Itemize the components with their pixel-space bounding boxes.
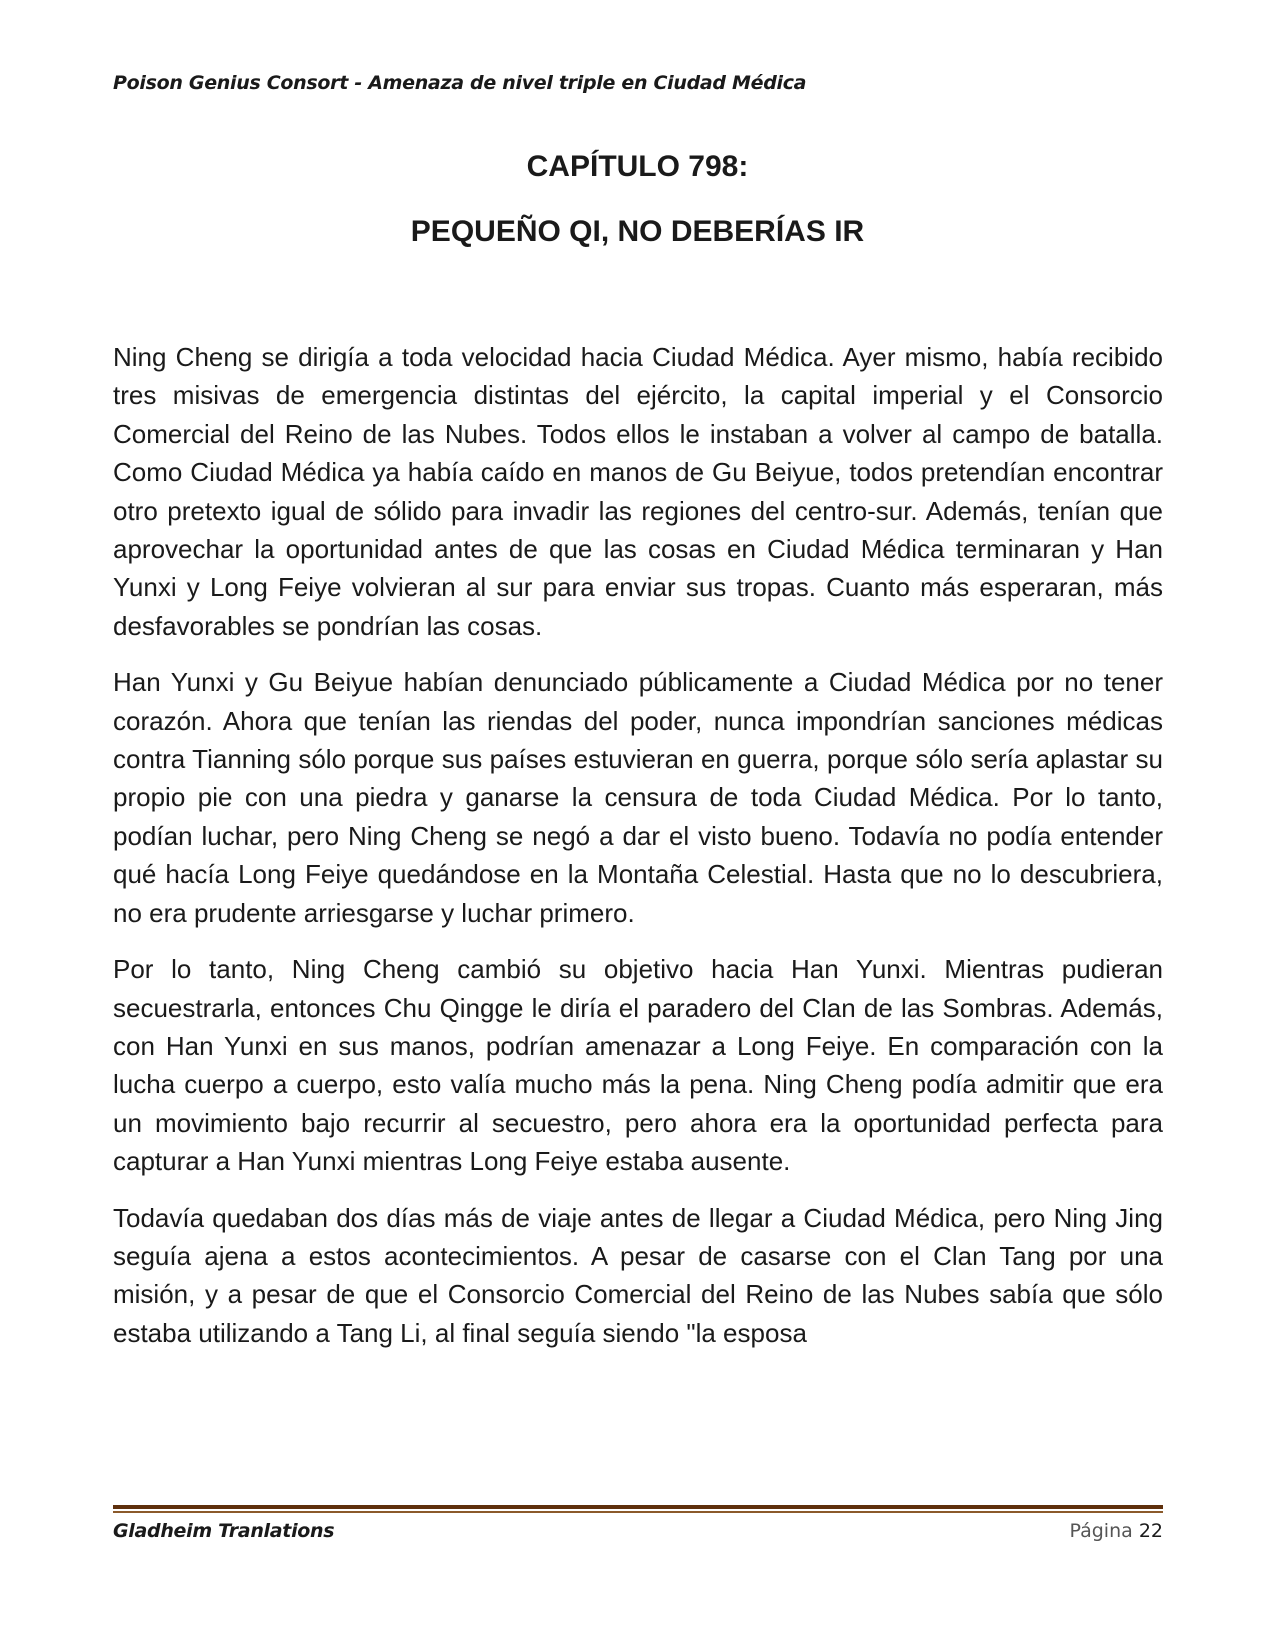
footer-rule-thick <box>113 1505 1163 1509</box>
chapter-number: CAPÍTULO 798: <box>526 150 749 183</box>
page-label: Página <box>1069 1520 1133 1542</box>
paragraph: Han Yunxi y Gu Beiyue habían denunciado públicamente a Ciudad Médica por no tener corazón. Ahora que tenían las riendas del poder, nunca impondrían sanciones médicas contra Tianning sólo porque sus países estuvieran en guerra, porque sólo sería aplastar su propio pie con una piedra y ganarse la censura de toda Ciudad Médica. Por lo tanto, podían luchar, pero Ning Cheng se negó a dar el visto bueno. Todavía no podía entender qué hacía Long Feiye quedándose en la Montaña Celestial. Hasta que no lo descubriera, no era prudente arriesgarse y luchar primero. <box>113 667 1163 928</box>
paragraph: Todavía quedaban dos días más de viaje antes de llegar a Ciudad Médica, pero Ning Jing seguía ajena a estos acontecimientos. A pesar de casarse con el Clan Tang por una misión, y a pesar de que el Consorcio Comercial del Reino de las Nubes sabía que sólo estaba utilizando a Tang Li, al final seguía siendo "la esposa <box>113 1202 1163 1348</box>
footer-credit: Gladheim Tranlations <box>113 1520 335 1542</box>
paragraph: Por lo tanto, Ning Cheng cambió su objetivo hacia Han Yunxi. Mientras pudieran secuestrarla, entonces Chu Qingge le diría el paradero del Clan de las Sombras. Además, con Han Yunxi en sus manos, podrían amenazar a Long Feiye. En comparación con la lucha cuerpo a cuerpo, esto valía mucho más la pena. Ning Cheng podía admitir que era un movimiento bajo recurrir al secuestro, pero ahora era la oportunidad perfecta para capturar a Han Yunxi mientras Long Feiye estaba ausente. <box>113 954 1163 1177</box>
body-text <box>113 338 1163 1352</box>
paragraph: Ning Cheng se dirigía a toda velocidad hacia Ciudad Médica. Ayer mismo, había recibido tres misivas de emergencia distintas del ejército, la capital imperial y el Consorcio Comercial del Reino de las Nubes. Todos ellos le instaban a volver al campo de batalla. Como Ciudad Médica ya había caído en manos de Gu Beiyue, todos pretendían encontrar otro pretexto igual de sólido para invadir las regiones del centro-sur. Además, tenían que aprovechar la oportunidad antes de que las cosas en Ciudad Médica terminaran y Han Yunxi y Long Feiye volvieran al sur para enviar sus tropas. Cuanto más esperaran, más desfavorables se pondrían las cosas. <box>113 342 1163 641</box>
running-header: Poison Genius Consort - Amenaza de nivel triple en Ciudad Médica <box>113 72 807 94</box>
footer-rule-thin <box>113 1511 1163 1513</box>
page-indicator <box>1069 1520 1163 1542</box>
footer-rule <box>113 1505 1163 1513</box>
chapter-title: PEQUEÑO QI, NO DEBERÍAS IR <box>410 215 865 248</box>
page-number: 22 <box>1138 1520 1163 1542</box>
